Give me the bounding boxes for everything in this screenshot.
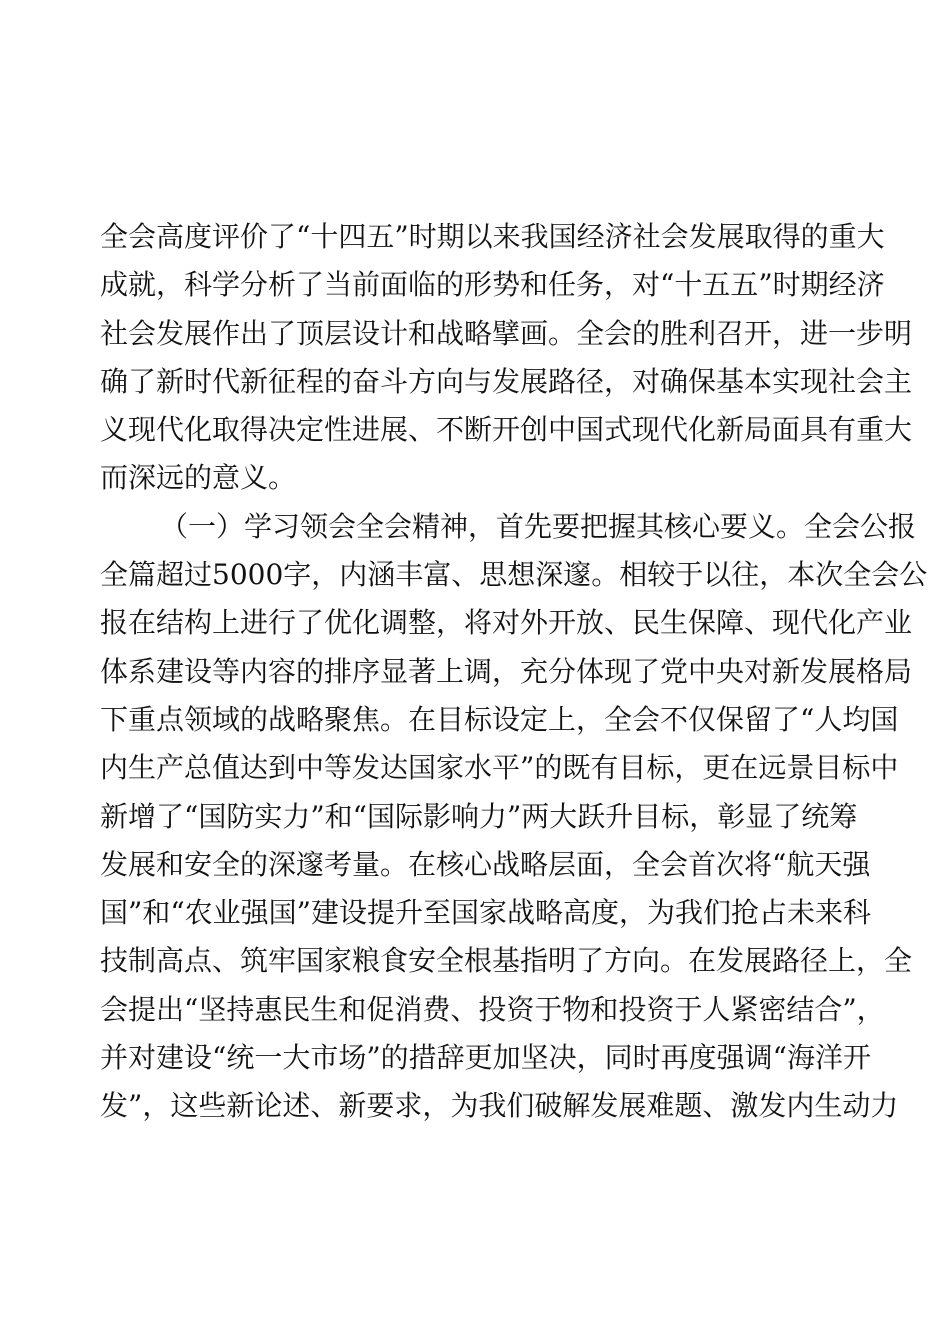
text-line: 体系建设等内容的排序显著上调，充分体现了党中央对新发展格局 [100, 654, 913, 688]
text-line: 社会发展作出了顶层设计和战略擘画。全会的胜利召开，进一步明 [100, 316, 913, 350]
text-line: 报在结构上进行了优化调整，将对外开放、民生保障、现代化产业 [100, 606, 913, 640]
text-line: 技制高点、筑牢国家粮食安全根基指明了方向。在发展路径上，全 [100, 944, 913, 978]
section-heading-line: （一）学习领会全会精神，首先要把握其核心要义。全会公报 [160, 509, 917, 543]
text-line: 全会高度评价了“十四五”时期以来我国经济社会发展取得的重大 [100, 220, 885, 253]
text-line: 国”和“农业强国”建设提升至国家战略高度，为我们抢占未来科 [100, 896, 871, 930]
text-line: 会提出“坚持惠民生和促消费、投资于物和投资于人紧密结合”， [100, 992, 885, 1026]
text-line: 新增了“国防实力”和“国际影响力”两大跃升目标，彰显了统筹 [100, 799, 858, 833]
text-line: 成就，科学分析了当前面临的形势和任务，对“十五五”时期经济 [100, 268, 885, 302]
text-line: 义现代化取得决定性进展、不断开创中国式现代化新局面具有重大 [100, 413, 913, 447]
text-line: 发”，这些新论述、新要求，为我们破解发展难题、激发内生动力 [100, 1089, 899, 1123]
text-line: 全篇超过5000字，内涵丰富、思想深邃。相较于以往，本次全会公 [100, 558, 928, 592]
text-line: 确了新时代新征程的奋斗方向与发展路径，对确保基本实现社会主 [100, 364, 913, 398]
text-line: 而深远的意义。 [100, 461, 297, 495]
text-line: 下重点领域的战略聚焦。在目标设定上，全会不仅保留了“人均国 [100, 702, 899, 736]
paragraph-section-1 [100, 503, 928, 1131]
text-line: 发展和安全的深邃考量。在核心战略层面，全会首次将“航天强 [100, 847, 871, 881]
text-line: 并对建设“统一大市场”的措辞更加坚决，同时再度强调“海洋开 [100, 1041, 871, 1075]
body-text [100, 213, 928, 1131]
paragraph-intro [100, 213, 913, 503]
text-line: 内生产总值达到中等发达国家水平”的既有目标，更在远景目标中 [100, 751, 899, 785]
